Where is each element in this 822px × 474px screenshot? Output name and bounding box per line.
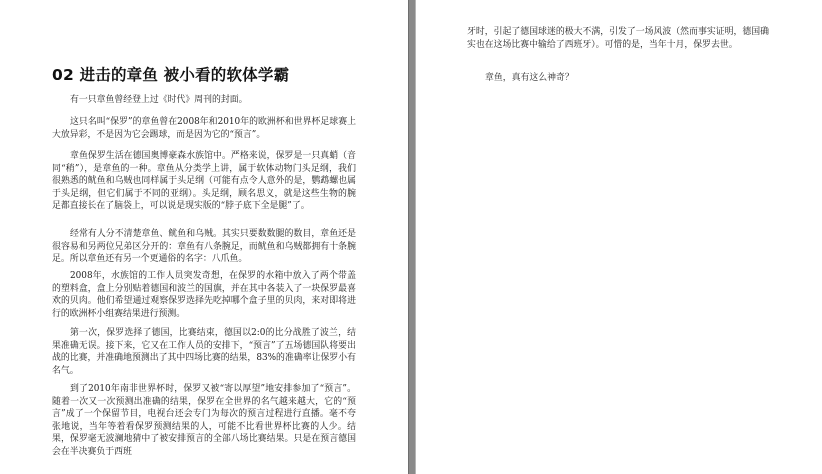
paragraph-1: 有一只章鱼曾经登上过《时代》周刊的封面。 xyxy=(70,95,248,105)
right-paragraph-2: 章鱼，真有这么神奇？ xyxy=(485,73,574,83)
chapter-title: 02 进击的章鱼 被小看的软体学霸 xyxy=(52,66,290,84)
paragraph-2: 这只名叫“保罗”的章鱼曾在2008年和2010年的欧洲杯和世界杯足球赛上大放异彩，不是因为它会踢球，而是因为它的“预言”。 xyxy=(52,117,356,140)
paragraph-7: 到了2010年南非世界杯时，保罗又被“寄以厚望”地安排参加了“预言”。随着一次又一次预测出准确的结果，保罗在全世界的名气越来越大，它的“预言”成了一个保留节目，电视台还会专门为每次的预言过程进行直播。毫不夸张地说，当年等着看保罗预测结果的人，可能不比看世界杯比赛的人少。结果，保罗毫无波澜地猜中了被安排预言的全部八场比赛结果。只是在预言德国会在半决赛负于西班 xyxy=(52,384,356,457)
paragraph-5: 2008年，水族馆的工作人员突发奇想，在保罗的水箱中放入了两个带盖的塑料盒，盒上分别贴着德国和波兰的国旗，并在其中各装入了一块保罗最喜欢的贝肉。他们希望通过观察保罗选择先吃掉哪个盒子里的贝肉，来对即将进行的欧洲杯小组赛结果进行预测。 xyxy=(52,271,356,319)
right-paragraph-1: 牙时，引起了德国球迷的极大不满，引发了一场风波（然而事实证明，德国确实也在这场比赛中输给了西班牙）。可惜的是，当年十月，保罗去世。 xyxy=(467,27,769,50)
paragraph-3: 章鱼保罗生活在德国奥博豪森水族馆中。严格来说，保罗是一只真蛸（音同“稍”），是章鱼的一种。章鱼从分类学上讲，属于软体动物门头足纲，我们很熟悉的鱿鱼和乌贼也同样属于头足纲（可能有点令人意外的是，鹦鹉螺也属于头足纲，但它们属于不同的亚纲）。头足纲，顾名思义，就是这些生物的腕足都直接长在了脑袋上，可以说是现实版的“脖子底下全是腿”了。 xyxy=(52,151,356,212)
page-divider xyxy=(408,0,416,474)
left-page xyxy=(0,0,408,474)
paragraph-4: 经常有人分不清楚章鱼、鱿鱼和乌贼。其实只要数数腿的数目，章鱼还是很容易和另两位兄弟区分开的：章鱼有八条腕足，而鱿鱼和乌贼都拥有十条腕足。所以章鱼还有另一个更通俗的名字：八爪鱼。 xyxy=(52,229,356,265)
paragraph-6: 第一次，保罗选择了德国，比赛结束，德国以2:0的比分战胜了波兰，结果准确无误。接下来，它又在工作人员的安排下，“预言”了五场德国队将要出战的比赛，并准确地预测出了其中四场比赛的结果，83%的准确率让保罗小有名气。 xyxy=(52,328,356,376)
